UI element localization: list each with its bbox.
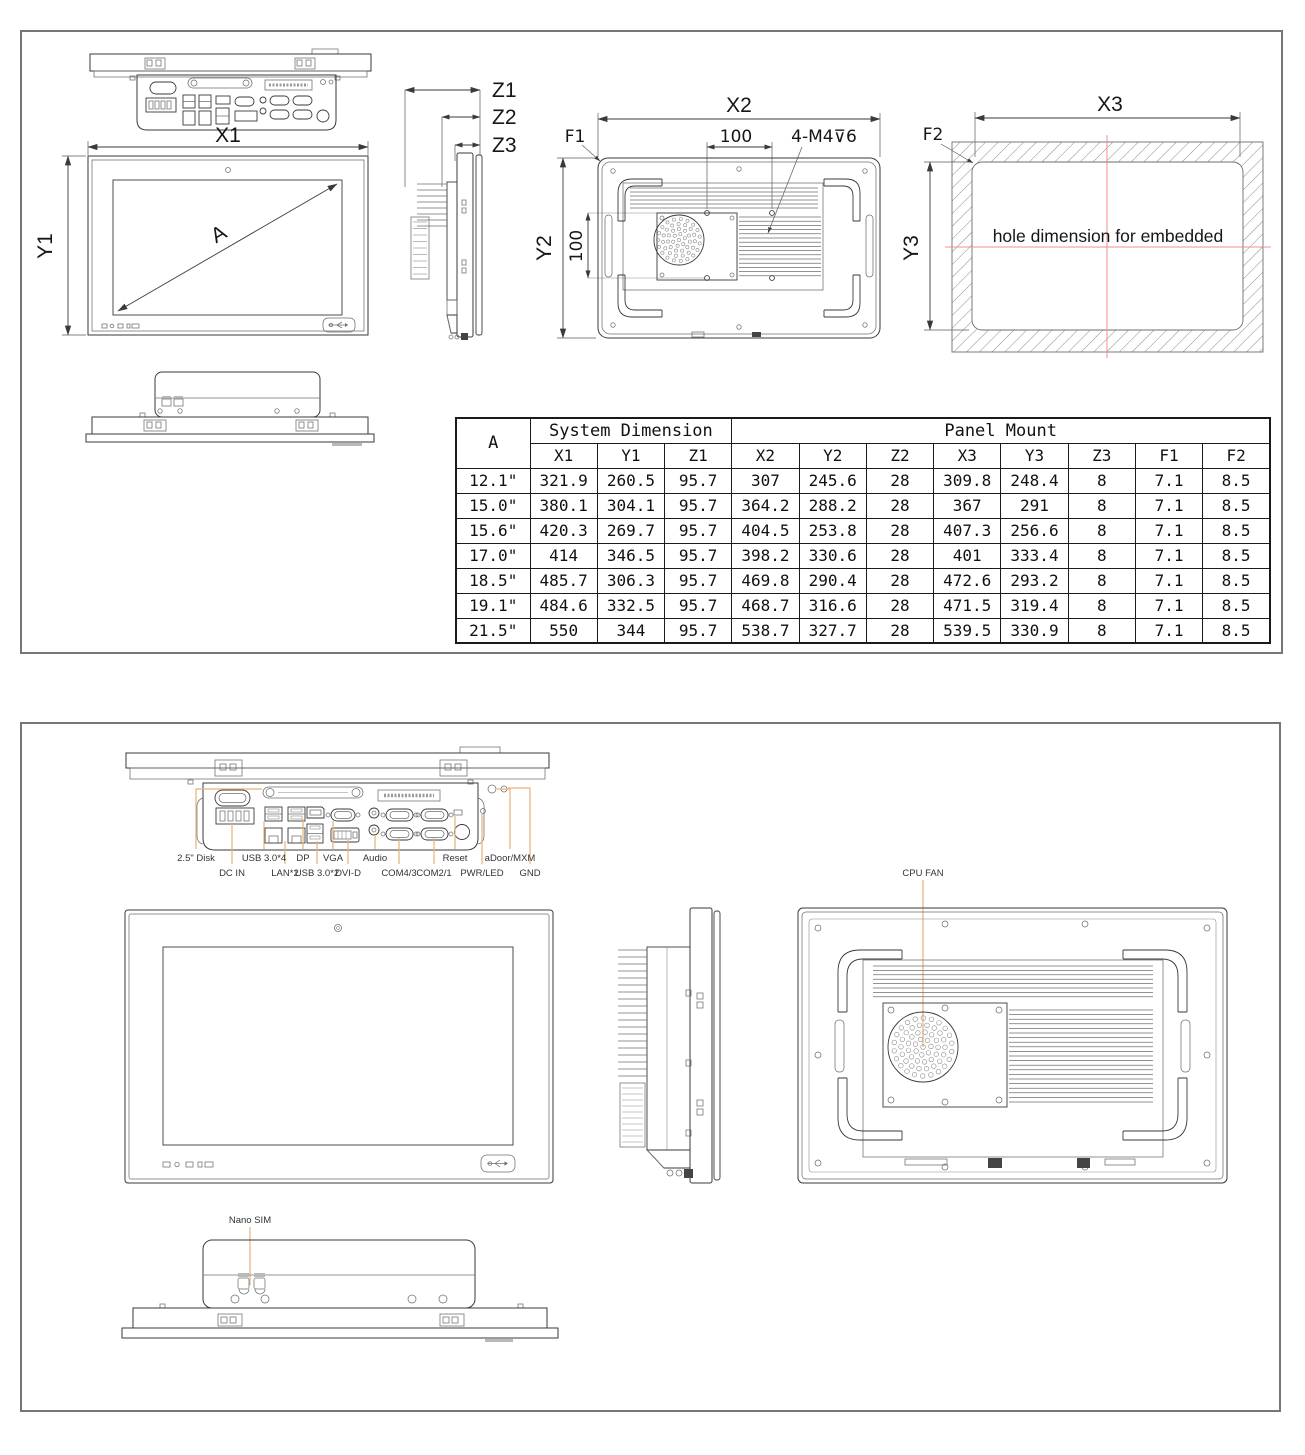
sheet1-hole-view [900,93,1280,360]
diagonal-label: A [206,220,231,248]
display-slab [690,908,712,1183]
table-cell: 293.2 [1001,568,1068,593]
table-cell: 260.5 [597,468,664,493]
table-cell: 420.3 [530,518,597,543]
table-cell: 248.4 [1001,468,1068,493]
side-fins [417,184,447,226]
io-label-adoor: aDoor/MXM [484,853,536,864]
sheet2-rear-view [785,860,1240,1190]
sheet1-rear-view [533,94,890,350]
table-cell: 95.7 [665,568,732,593]
table-cell: 319.4 [1001,593,1068,618]
usb-logo-badge [481,1155,515,1172]
io-label-dvid: DVI-D [335,868,361,879]
usb-logo-badge [323,318,355,332]
f2-label: F2 [922,125,944,145]
table-row [456,618,1270,643]
panel-edge-profile [126,747,549,784]
rear-top-fins [873,966,1153,997]
foot [647,1150,693,1178]
table-cell: 8.5 [1203,618,1270,643]
table-cell: 550 [530,618,597,643]
x1-label: X1 [215,124,241,147]
table-cell: 401 [934,543,1001,568]
io-label-lan: LAN*2 [271,868,299,879]
y2-label: Y2 [533,235,556,261]
table-cell: 28 [866,618,933,643]
front-glass [714,911,720,1180]
rear-right-fins [739,217,821,276]
rear-right-fins [1009,1010,1153,1102]
hole-note: hole dimension for embedded [992,226,1224,246]
x3-label: X3 [1097,93,1123,116]
io-label-com21: COM2/1 [416,868,452,879]
table-cell: 7.1 [1135,593,1202,618]
table-cell: 291 [1001,493,1068,518]
io-label-disk: 2.5" Disk [177,853,215,864]
chassis [647,947,690,1150]
table-row [456,543,1270,568]
cutout-outline [945,135,1271,358]
f1-callout [565,127,600,161]
vesa-h-dimension [707,127,772,209]
sheet2-io-view [100,740,580,885]
table-header-panel-mount: Panel Mount [732,418,1270,443]
z1-label: Z1 [492,79,517,102]
y1-dimension [34,156,86,335]
cpu-fan-label: CPU FAN [902,868,944,879]
table-cell: 316.6 [799,593,866,618]
table-cell-size: 12.1" [456,468,530,493]
table-cell: 8 [1068,568,1135,593]
table-cell: 414 [530,543,597,568]
table-row [456,518,1270,543]
table-cell: 469.8 [732,568,799,593]
table-cell: 485.7 [530,568,597,593]
table-cell: 307 [732,468,799,493]
table-column-header: Y2 [799,443,866,468]
f1-label: F1 [564,127,586,147]
front-bezel-line [129,914,549,1179]
table-cell: 269.7 [597,518,664,543]
camera-dot [335,925,342,932]
z3-label: Z3 [492,134,517,157]
table-cell: 95.7 [665,593,732,618]
table-cell: 28 [866,568,933,593]
y1-label: Y1 [34,233,57,259]
table-cell-size: 15.6" [456,518,530,543]
front-indicator-leds [102,324,139,328]
io-label-audio: Audio [362,853,388,864]
table-row [456,568,1270,593]
table-cell: 8 [1068,593,1135,618]
sheet1-bottom-view [80,355,380,450]
side-vents [622,1088,643,1142]
vesa-v-label: 100 [567,229,587,263]
table-cell-size: 19.1" [456,593,530,618]
table-column-header: Z3 [1068,443,1135,468]
table-row [456,493,1270,518]
diagonal-dimension [118,184,337,311]
vesa-h-label: 100 [719,127,753,147]
front-panel-outline [88,156,368,335]
table-cell: 95.7 [665,468,732,493]
table-column-header: Z1 [665,443,732,468]
camera-dot-inner [337,927,340,930]
table-cell: 288.2 [799,493,866,518]
table-cell: 95.7 [665,618,732,643]
io-label-pwrled: PWR/LED [460,868,504,879]
table-cell-size: 18.5" [456,568,530,593]
table-column-header: X2 [732,443,799,468]
table-cell: 8.5 [1203,543,1270,568]
io-label-dp: DP [296,853,310,864]
table-cell: 8.5 [1203,593,1270,618]
table-cell: 306.3 [597,568,664,593]
table-subheader-row [456,443,1270,468]
table-group-header-row [456,418,1270,443]
front-indicator-leds [163,1162,213,1167]
table-cell: 28 [866,593,933,618]
table-cell: 8 [1068,493,1135,518]
table-cell: 346.5 [597,543,664,568]
io-enclosure [197,783,507,850]
y3-label: Y3 [900,235,923,261]
table-cell: 7.1 [1135,543,1202,568]
rear-outline [798,908,1227,1183]
table-column-header: X1 [530,443,597,468]
rear-top-fins [630,188,818,208]
table-cell: 327.7 [799,618,866,643]
io-label-reset: Reset [442,853,468,864]
screen [163,947,513,1145]
table-cell-size: 15.0" [456,493,530,518]
table-cell: 407.3 [934,518,1001,543]
x1-dimension [88,124,368,155]
table-column-header: Y3 [1001,443,1068,468]
table-cell: 333.4 [1001,543,1068,568]
dimension-table-body [456,468,1270,643]
table-cell: 28 [866,518,933,543]
slab-details [686,990,703,1136]
table-column-header: X3 [934,443,1001,468]
table-cell: 290.4 [799,568,866,593]
fan-holes [656,218,701,263]
table-cell: 95.7 [665,543,732,568]
bottom-profile [122,1240,558,1342]
io-label-dcin: DC IN [219,868,245,879]
table-cell: 404.5 [732,518,799,543]
x2-label: X2 [726,94,752,117]
rear-outline [598,158,880,338]
sheet2-front-view [115,905,560,1190]
table-cell: 28 [866,543,933,568]
table-cell: 344 [597,618,664,643]
table-header-size: A [456,418,530,468]
x2-dimension [598,94,880,157]
sheet-dimensions [20,30,1283,654]
table-cell: 8 [1068,468,1135,493]
vent-box [620,1083,645,1147]
table-cell: 7.1 [1135,618,1202,643]
table-cell: 484.6 [530,593,597,618]
z2-label: Z2 [492,106,517,129]
table-cell: 28 [866,468,933,493]
table-cell: 245.6 [799,468,866,493]
table-column-header: F2 [1203,443,1270,468]
side-fins [618,950,647,1076]
table-cell: 8 [1068,518,1135,543]
table-cell-size: 17.0" [456,543,530,568]
table-cell: 539.5 [934,618,1001,643]
table-cell: 7.1 [1135,518,1202,543]
table-cell: 28 [866,493,933,518]
sheet2-side-view [600,905,765,1190]
table-cell: 332.5 [597,593,664,618]
sheet1-front-view [34,124,385,350]
table-cell: 398.2 [732,543,799,568]
table-cell: 367 [934,493,1001,518]
table-cell: 7.1 [1135,568,1202,593]
sheet2-bottom-view [100,1212,570,1347]
io-label-com43: COM4/3 [381,868,417,879]
table-row [456,468,1270,493]
rear-plate [654,213,737,280]
table-cell: 8.5 [1203,468,1270,493]
table-header-system-dimension: System Dimension [530,418,732,443]
sheet1-side-view [395,75,535,355]
table-cell: 7.1 [1135,468,1202,493]
io-label-gnd: GND [519,868,541,879]
table-cell: 8 [1068,618,1135,643]
table-cell-size: 21.5" [456,618,530,643]
side-profile [411,153,482,340]
table-cell: 538.7 [732,618,799,643]
table-cell: 8.5 [1203,493,1270,518]
sheet-io-detail [20,722,1281,1412]
dimension-table [455,417,1271,644]
table-cell: 256.6 [1001,518,1068,543]
table-cell: 364.2 [732,493,799,518]
io-label-usb4: USB 3.0*4 [241,853,287,864]
table-cell: 330.6 [799,543,866,568]
z-dimensions [405,79,517,187]
table-cell: 8.5 [1203,518,1270,543]
table-cell: 8 [1068,543,1135,568]
table-cell: 321.9 [530,468,597,493]
io-label-usb2: USB 3.0*2 [294,868,340,879]
table-cell: 472.6 [934,568,1001,593]
table-cell: 95.7 [665,518,732,543]
table-cell: 309.8 [934,468,1001,493]
rear-plate [883,1003,1007,1107]
rear-screws [815,921,1210,1170]
table-cell: 95.7 [665,493,732,518]
io-enclosure [137,75,336,130]
side-vents [413,222,427,274]
nano-sim-label: Nano SIM [228,1215,272,1226]
table-cell: 7.1 [1135,493,1202,518]
table-cell: 471.5 [934,593,1001,618]
table-cell: 330.9 [1001,618,1068,643]
camera-dot [226,168,231,173]
table-column-header: Y1 [597,443,664,468]
bottom-profile [86,372,374,446]
front-outline [125,910,553,1183]
thread-label: 4-M4⊽6 [791,127,857,147]
io-label-vga: VGA [322,853,344,864]
table-cell: 253.8 [799,518,866,543]
table-cell: 8.5 [1203,568,1270,593]
table-cell: 304.1 [597,493,664,518]
table-column-header: F1 [1135,443,1202,468]
table-cell: 380.1 [530,493,597,518]
table-row [456,593,1270,618]
table-cell: 468.7 [732,593,799,618]
table-column-header: Z2 [866,443,933,468]
